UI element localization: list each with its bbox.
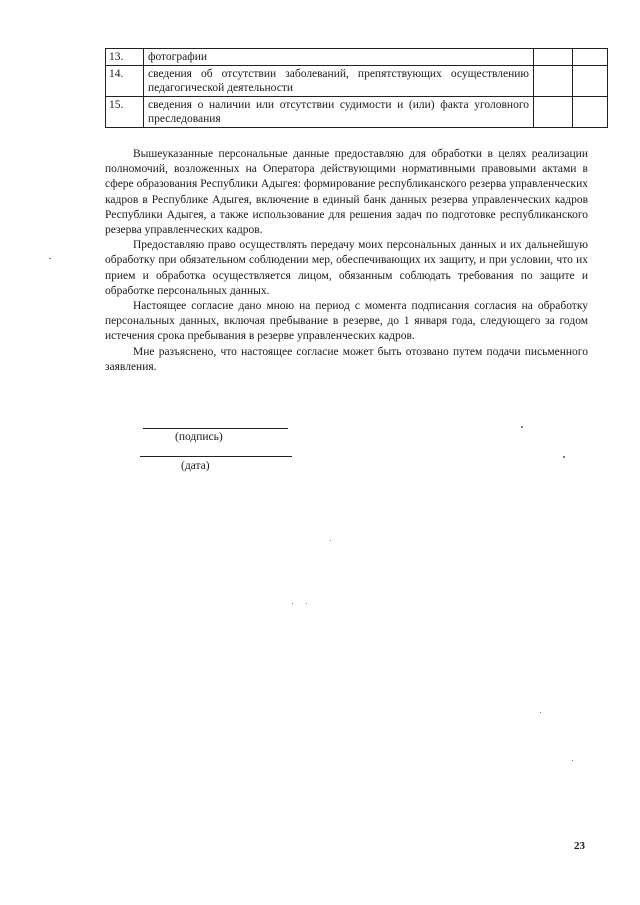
paragraph-revocation: Мне разъяснено, что настоящее согласие может быть отозвано путем подачи письменного заявления. <box>105 345 588 373</box>
consent-body <box>105 147 588 375</box>
row-mark-cell <box>573 66 608 97</box>
paragraph-purpose: Вышеуказанные персональные данные предоставляю для обработки в целях реализации полномочий, возложенных на Оператора действующими нормативными правовыми актами в сфере образования Республики Адыгея: формирование республиканского резерва управленческих кадров в Республике Адыгея, включение в единый банк данных резерва управленческих кадров Республики Адыгея, а также использование для решения задач по подготовке республиканского резерва управленческих кадров. <box>105 148 588 237</box>
paragraph-period: Настоящее согласие дано мною на период с момента подписания согласия на обработку персональных данных, включая пребывание в резерве, до 1 января года, следующего за годом истечения срока пребывания в резерве управленческих кадров. <box>105 300 588 343</box>
scan-speck <box>49 258 51 259</box>
scan-speck <box>306 603 307 604</box>
scan-speck <box>521 426 523 428</box>
personal-data-table <box>105 48 608 128</box>
row-text: сведения о наличии или отсутствии судимости и (или) факта уголовного преследования <box>144 97 534 128</box>
row-mark-cell <box>573 97 608 128</box>
table-row <box>106 49 608 66</box>
row-number: 15. <box>106 97 144 128</box>
row-number: 13. <box>106 49 144 66</box>
row-mark-cell <box>534 49 573 66</box>
date-caption: (дата) <box>181 460 210 472</box>
row-number: 14. <box>106 66 144 97</box>
row-text: сведения об отсутствии заболеваний, препятствующих осуществлению педагогической деятельности <box>144 66 534 97</box>
row-mark-cell <box>534 66 573 97</box>
row-mark-cell <box>573 49 608 66</box>
row-text: фотографии <box>144 49 534 66</box>
scan-speck <box>330 540 331 541</box>
signature-line <box>143 428 288 429</box>
scan-speck <box>563 456 565 458</box>
page-number: 23 <box>574 840 585 852</box>
scan-speck <box>540 712 541 713</box>
scan-speck <box>292 603 293 604</box>
scan-speck <box>572 760 573 761</box>
signature-caption: (подпись) <box>175 431 223 443</box>
table-row <box>106 66 608 97</box>
row-mark-cell <box>534 97 573 128</box>
paragraph-transfer-right: Предоставляю право осуществлять передачу моих персональных данных и их дальнейшую обработку при обязательном соблюдении мер, обеспечивающих их защиту, и при условии, что их прием и обработка осуществляется лицом, обязанным соблюдать требования по защите и обработке персональных данных. <box>105 239 588 297</box>
table-row <box>106 97 608 128</box>
date-line <box>140 456 292 457</box>
